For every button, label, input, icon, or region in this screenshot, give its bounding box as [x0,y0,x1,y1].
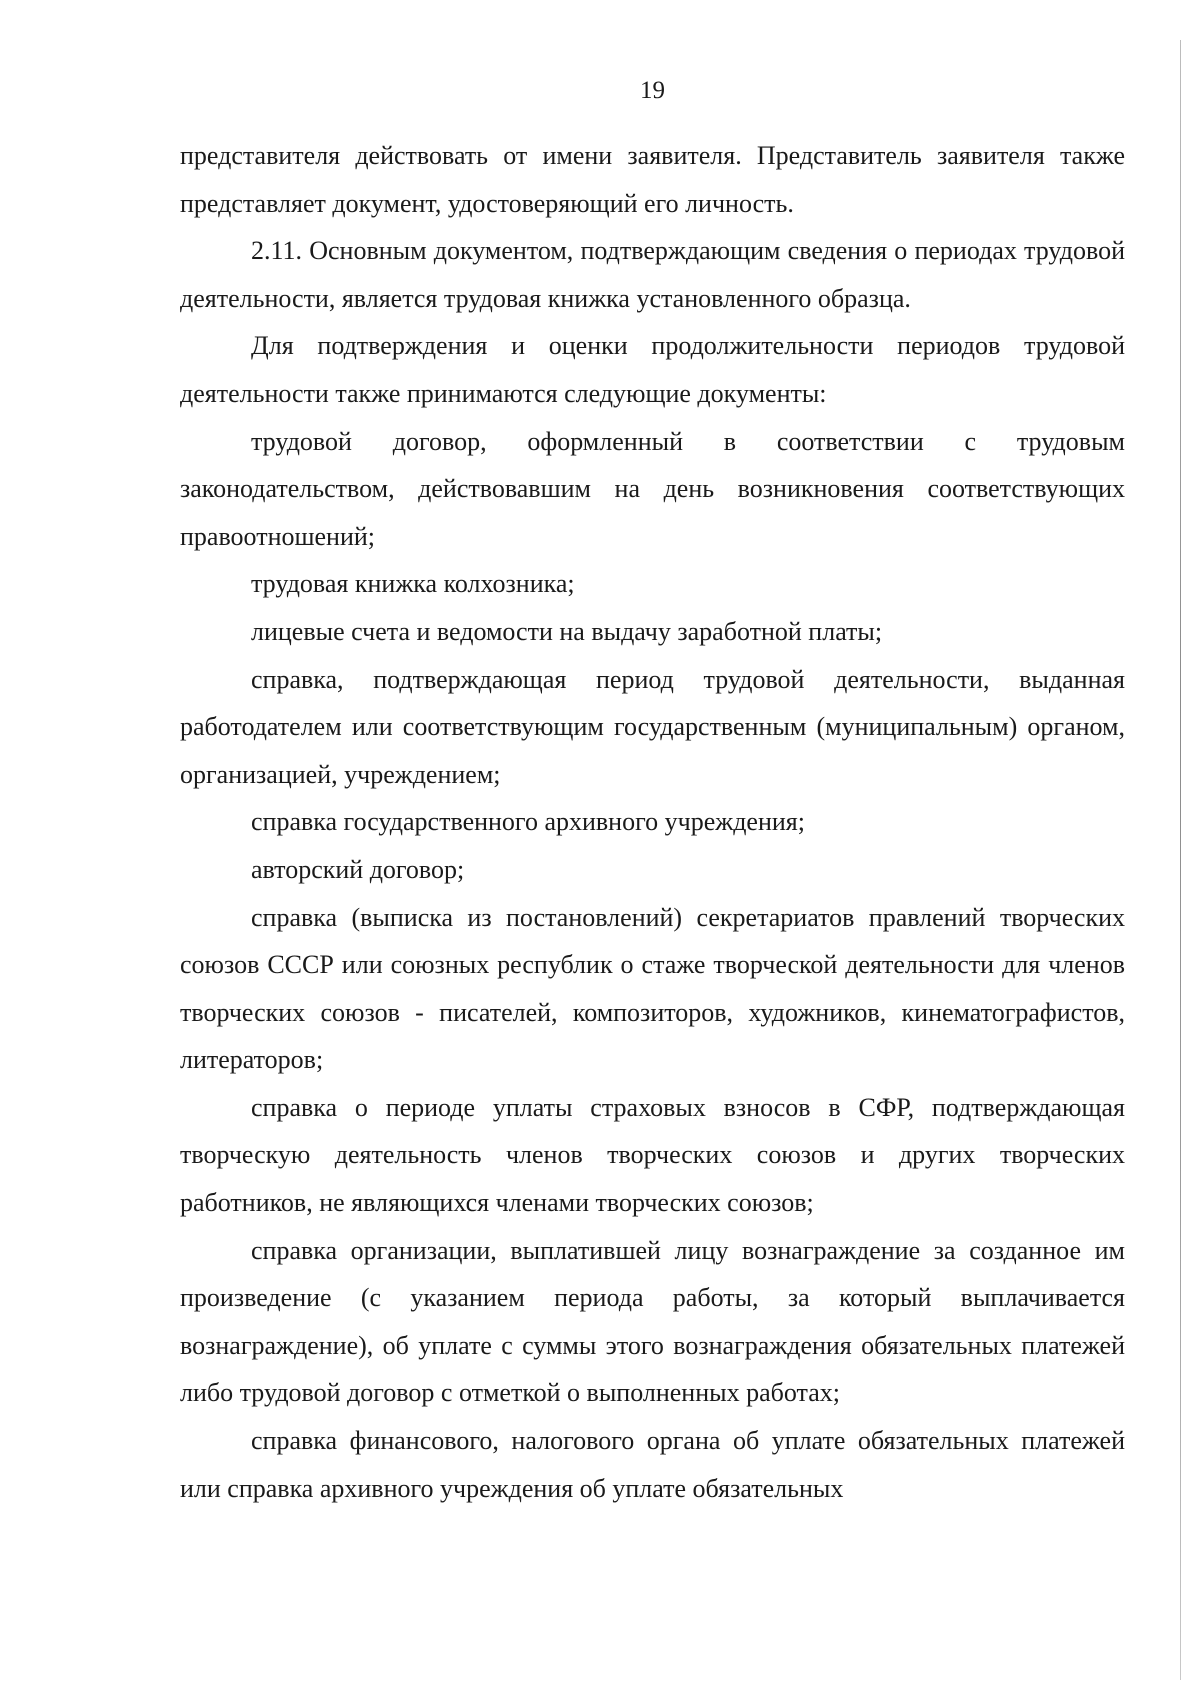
list-item-insurance-contributions: справка о периоде уплаты страховых взносов в СФР, подтверждающая творческую деятельность членов творческих союзов и других творческих работников, не являющихся членами творческих союзов; [180,1092,1125,1218]
list-item-collective-farmer-book: трудовая книжка колхозника; [251,569,575,599]
paragraph-continuation: представителя действовать от имени заявителя. Представитель заявителя также представляет документ, удостоверяющий его личность. [180,141,1125,218]
list-item-payroll-accounts: лицевые счета и ведомости на выдачу заработной платы; [251,616,883,646]
list-item-remuneration-certificate: справка организации, выплатившей лицу вознаграждение за созданное им произведение (с указанием периода работы, за который выплачивается вознаграждение), об уплате с суммы этого вознаграждения обязательных платежей либо трудовой договор с отметкой о выполненных работах; [180,1235,1125,1408]
scan-edge-line [1180,40,1181,1680]
paragraph-2-11: 2.11. Основным документом, подтверждающим сведения о периодах трудовой деятельности, является трудовая книжка установленного образца. [180,236,1125,313]
list-item-employer-certificate: справка, подтверждающая период трудовой деятельности, выданная работодателем или соответствующим государственным (муниципальным) органом, организацией, учреждением; [180,664,1125,789]
list-item-author-contract: авторский договор; [251,854,465,884]
page-number: 19 [640,77,665,104]
document-body [180,132,1125,1512]
list-item-employment-contract: трудовой договор, оформленный в соответствии с трудовым законодательством, действовавшим на день возникновения соответствующих правоотношений; [180,426,1125,551]
list-item-archive-certificate: справка государственного архивного учреждения; [251,807,805,837]
list-item-creative-unions-extract: справка (выписка из постановлений) секретариатов правлений творческих союзов СССР или союзных республик о стаже творческой деятельности для членов творческих союзов - писателей, композиторов, художников, кинематографистов, литераторов; [180,902,1125,1075]
paragraph-documents-intro: Для подтверждения и оценки продолжительности периодов трудовой деятельности также принимаются следующие документы: [180,331,1125,408]
list-item-tax-authority-certificate: справка финансового, налогового органа об уплате обязательных платежей или справка архивного учреждения об уплате обязательных [180,1426,1125,1503]
